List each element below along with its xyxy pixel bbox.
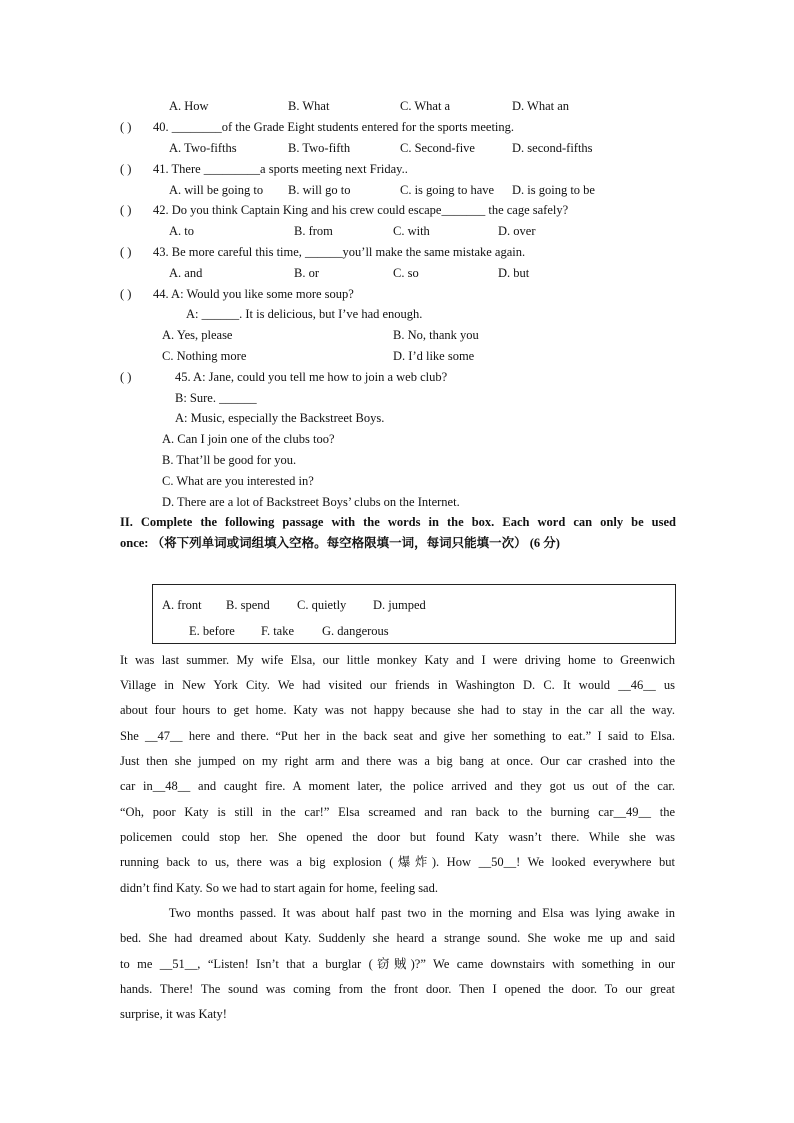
- passage-line: policemen could stop her. She opened the door but found Katy wasn’t there. While she was: [120, 830, 675, 844]
- word-box-item: D. jumped: [373, 598, 426, 612]
- q42-option-b: B. from: [294, 224, 333, 238]
- q40-option-c: C. Second-five: [400, 141, 475, 155]
- q45-option-c: C. What are you interested in?: [162, 474, 314, 488]
- word-box-item: B. spend: [226, 598, 270, 612]
- question-45-stem: [120, 369, 447, 385]
- word-box-item: C. quietly: [297, 598, 347, 612]
- q41-option-d: D. is going to be: [512, 183, 595, 197]
- question-text: 43. Be more careful this time, ______you’ll make the same mistake again.: [153, 245, 526, 259]
- q45-option-a: A. Can I join one of the clubs too?: [162, 432, 335, 446]
- q42-option-a: A. to: [169, 224, 194, 238]
- word-box-item: E. before: [189, 624, 235, 638]
- question-42-stem: [120, 202, 568, 218]
- q41-option-a: A. will be going to: [169, 183, 264, 197]
- q45-dialogue-line-3: A: Music, especially the Backstreet Boys.: [175, 411, 385, 425]
- answer-paren[interactable]: ( ): [120, 120, 132, 134]
- section-2-heading-line-1: II. Complete the following passage with the words in the box. Each word can only be used: [120, 515, 676, 529]
- q43-option-b: B. or: [294, 266, 319, 280]
- q44-option-c: C. Nothing more: [162, 349, 247, 363]
- q39-option-d: D. What an: [512, 99, 570, 113]
- q44-option-d: D. I’d like some: [393, 349, 475, 363]
- question-text: 40. ________of the Grade Eight students entered for the sports meeting.: [153, 120, 515, 134]
- answer-paren[interactable]: ( ): [120, 370, 132, 384]
- word-box-item: A. front: [162, 598, 202, 612]
- q44-option-b: B. No, thank you: [393, 328, 479, 342]
- question-text: 44. A: Would you like some more soup?: [153, 287, 354, 301]
- passage-line: car in__48__ and caught fire. A moment later, the police arrived and they got us out of the car.: [120, 779, 675, 793]
- q41-option-b: B. will go to: [288, 183, 351, 197]
- q39-option-b: B. What: [288, 99, 330, 113]
- q44-option-a: A. Yes, please: [162, 328, 233, 342]
- passage-line: Village in New York City. We had visited our friends in Washington D. C. It would __46__ us: [120, 678, 675, 692]
- q39-option-a: A. How: [169, 99, 209, 113]
- q43-option-d: D. but: [498, 266, 530, 280]
- question-text: 42. Do you think Captain King and his crew could escape_______ the cage safely?: [153, 203, 569, 217]
- passage-line: It was last summer. My wife Elsa, our little monkey Katy and I were driving home to Greenwich: [120, 653, 675, 667]
- passage-line: didn’t find Katy. So we had to start again for home, feeling sad.: [120, 881, 438, 895]
- q45-dialogue-line-2: B: Sure. ______: [175, 391, 257, 405]
- q40-option-d: D. second-fifths: [512, 141, 593, 155]
- word-box-item: F. take: [261, 624, 295, 638]
- passage-line: Two months passed. It was about half past two in the morning and Elsa was lying awake in: [120, 906, 675, 920]
- passage-line: running back to us, there was a big explosion (爆炸). How __50__! We looked everywhere but: [120, 855, 675, 869]
- passage-line: to me __51__, “Listen! Isn’t that a burglar (窃贼)?” We came downstairs with something in our: [120, 957, 675, 971]
- passage-line: about four hours to get home. Katy was not happy because she had to stay in the car all the way.: [120, 703, 675, 717]
- passage-line: “Oh, poor Katy is still in the car!” Elsa screamed and ran back to the burning car__49__ the: [120, 805, 675, 819]
- q42-option-c: C. with: [393, 224, 430, 238]
- passage-line: She __47__ here and there. “Put her in the back seat and give her something to eat.” I said to Elsa.: [120, 729, 675, 743]
- word-box-item: G. dangerous: [322, 624, 389, 638]
- answer-paren[interactable]: ( ): [120, 245, 132, 259]
- section-2-heading-line-2: once: （将下列单词或词组填入空格。每空格限填一词，每词只能填一次） (6 分): [120, 536, 560, 550]
- q40-option-b: B. Two-fifth: [288, 141, 351, 155]
- q41-option-c: C. is going to have: [400, 183, 495, 197]
- question-40-stem: [120, 119, 514, 135]
- q44-dialogue-line: A: ______. It is delicious, but I’ve had enough.: [186, 307, 423, 321]
- passage-line: Just then she jumped on my right arm and there was a big bang at once. Our car crashed into the: [120, 754, 675, 768]
- passage-line: hands. There! The sound was coming from the front door. Then I opened the door. To our great: [120, 982, 675, 996]
- q43-option-a: A. and: [169, 266, 203, 280]
- q40-option-a: A. Two-fifths: [169, 141, 237, 155]
- question-text: 41. There _________a sports meeting next Friday..: [153, 162, 408, 176]
- answer-paren[interactable]: ( ): [120, 287, 132, 301]
- answer-paren[interactable]: ( ): [120, 203, 132, 217]
- question-44-stem: [120, 286, 354, 302]
- q42-option-d: D. over: [498, 224, 536, 238]
- word-box: [152, 584, 676, 644]
- q43-option-c: C. so: [393, 266, 419, 280]
- question-41-stem: [120, 161, 408, 177]
- passage-line: surprise, it was Katy!: [120, 1007, 227, 1021]
- passage-line: bed. She had dreamed about Katy. Suddenly she heard a strange sound. She woke me up and said: [120, 931, 675, 945]
- answer-paren[interactable]: ( ): [120, 162, 132, 176]
- q45-option-d: D. There are a lot of Backstreet Boys’ clubs on the Internet.: [162, 495, 460, 509]
- question-43-stem: [120, 244, 525, 260]
- q39-option-c: C. What a: [400, 99, 451, 113]
- question-text: 45. A: Jane, could you tell me how to join a web club?: [175, 370, 448, 384]
- q45-option-b: B. That’ll be good for you.: [162, 453, 297, 467]
